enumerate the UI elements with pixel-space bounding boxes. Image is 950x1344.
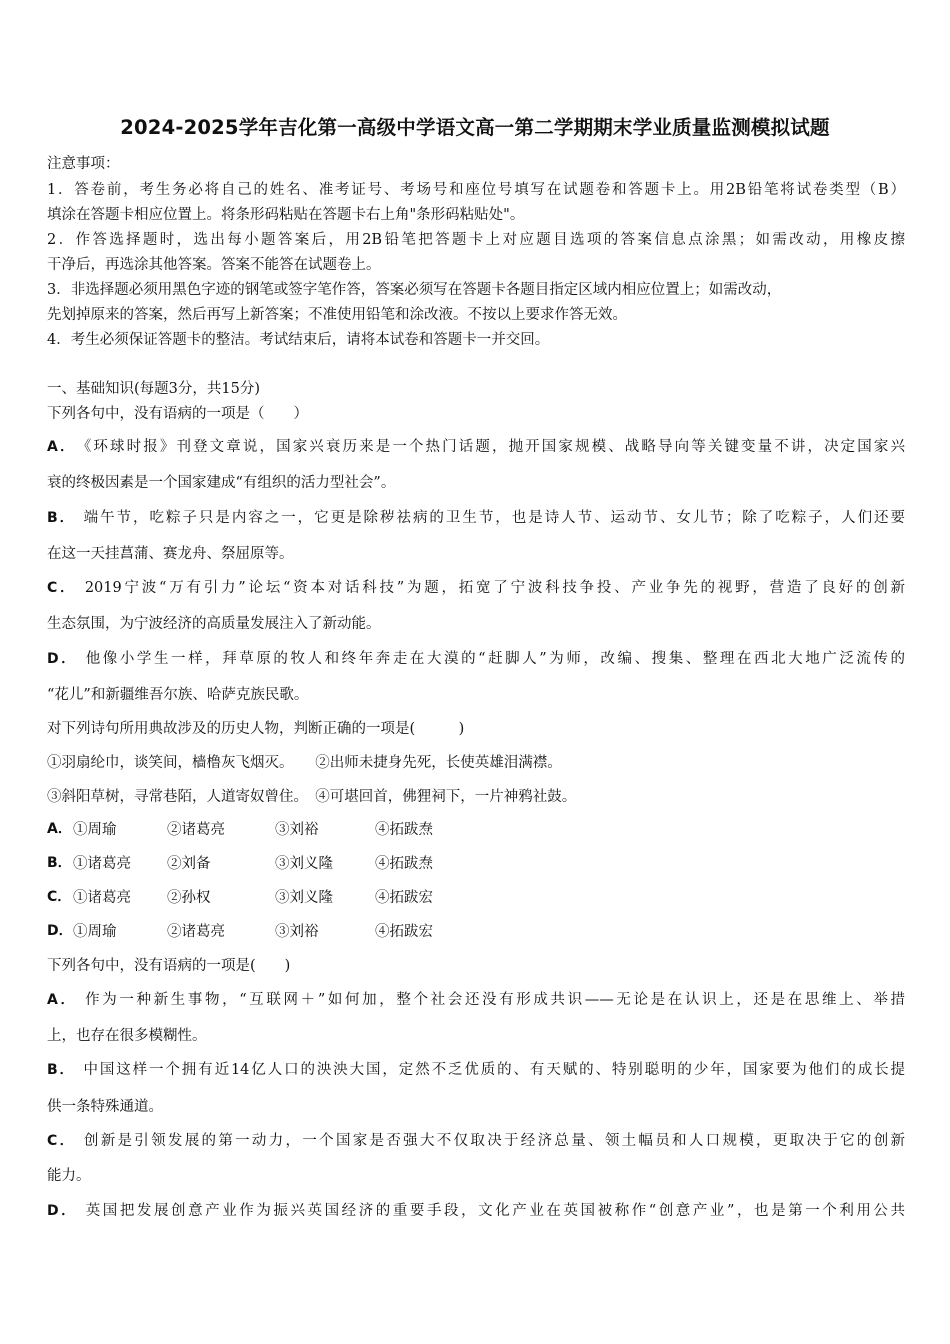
choice-cell: ④拓跋焘 xyxy=(375,856,433,872)
option-c-cont: 能力。 xyxy=(47,1168,91,1184)
option-c xyxy=(47,1129,905,1150)
choice-cell: ①周瑜 xyxy=(73,822,117,838)
option-label: A． xyxy=(47,992,78,1008)
option-label: C． xyxy=(47,1133,76,1149)
choice-cell: ③刘裕 xyxy=(275,924,319,940)
choice-cell: ①周瑜 xyxy=(73,924,117,940)
choice-cell: ④拓跋焘 xyxy=(375,822,433,838)
option-label: B． xyxy=(47,1062,76,1078)
option-label: C． xyxy=(47,889,72,905)
option-label: D． xyxy=(47,1203,78,1219)
question-stem: 对下列诗句所用典故涉及的历史人物，判断正确的一项是( ) xyxy=(47,721,465,737)
option-text: 端午节，吃粽子只是内容之一，它更是除秽祛病的卫生节，也是诗人节、运动节、女儿节；除了吃粽子，人们还要 xyxy=(83,510,905,526)
option-label: A． xyxy=(47,439,77,455)
notice-line: 填涂在答题卡相应位置上。将条形码粘贴在答题卡右上角"条形码粘贴处"。 xyxy=(47,207,525,223)
option-label: D． xyxy=(47,651,78,667)
option-d xyxy=(47,1199,905,1220)
notice-line: 先划掉原来的答案，然后再写上新答案；不准使用铅笔和涂改液。不按以上要求作答无效。 xyxy=(47,307,627,323)
choice-cell: ④拓跋宏 xyxy=(375,890,433,906)
choice-cell: ①诸葛亮 xyxy=(73,890,131,906)
option-a xyxy=(47,988,905,1009)
choice-cell: ①诸葛亮 xyxy=(73,856,131,872)
choice-cell: ②孙权 xyxy=(167,890,211,906)
option-label: B． xyxy=(47,855,72,871)
choice-cell: ④拓跋宏 xyxy=(375,924,433,940)
notice-line: 3．非选择题必须用黑色字迹的钢笔或签字笔作答，答案必须写在答题卡各题目指定区域内相应位置上；如需改动， xyxy=(47,282,782,298)
choice-cell: ②诸葛亮 xyxy=(167,822,225,838)
poem-line: ③斜阳草树，寻常巷陌，人道寄奴曾住。 ④可堪回首，佛狸祠下，一片神鸦社鼓。 xyxy=(47,789,577,805)
option-label: B． xyxy=(47,510,76,526)
notice-heading: 注意事项： xyxy=(47,156,120,172)
choice-cell: ③刘裕 xyxy=(275,822,319,838)
option-text: 中国这样一个拥有近14亿人口的泱泱大国，定然不乏优质的、有天赋的、特别聪明的少年，国家要为他们的成长提 xyxy=(83,1062,905,1078)
option-text: 英国把发展创意产业作为振兴英国经济的重要手段，文化产业在英国被称作“创意产业”，也是第一个利用公共 xyxy=(85,1203,905,1219)
notice-line: 4．考生必须保证答题卡的整洁。考试结束后，请将本试卷和答题卡一并交回。 xyxy=(47,332,550,348)
question-stem: 下列各句中，没有语病的一项是( ) xyxy=(47,958,291,974)
option-text: 2019宁波“万有引力”论坛“资本对话科技”为题，拓宽了宁波科技争投、产业争先的视野，营造了良好的创新 xyxy=(84,580,905,596)
option-c xyxy=(47,576,905,597)
option-c-cont: 生态氛围，为宁波经济的高质量发展注入了新动能。 xyxy=(47,616,381,632)
choice-cell: ③刘义隆 xyxy=(275,890,333,906)
notice-line: 1．答卷前，考生务必将自己的姓名、准考证号、考场号和座位号填写在试题卷和答题卡上。用2B铅笔将试卷类型（B） xyxy=(47,182,905,198)
question-stem: 下列各句中，没有语病的一项是（ ） xyxy=(47,406,308,422)
option-text: 创新是引领发展的第一动力，一个国家是否强大不仅取决于经济总量、领土幅员和人口规模，更取决于它的创新 xyxy=(83,1133,905,1149)
option-text: 作为一种新生事物，“互联网＋”如何加，整个社会还没有形成共识——无论是在认识上，还是在思维上、举措 xyxy=(85,992,905,1008)
option-d-cont: “花儿”和新疆维吾尔族、哈萨克族民歌。 xyxy=(47,687,309,703)
section-heading: 一、基础知识(每题3分，共15分) xyxy=(47,381,260,397)
option-label: C． xyxy=(47,580,77,596)
option-text: 他像小学生一样，拜草原的牧人和终年奔走在大漠的“赶脚人”为师，改编、搜集、整理在西北大地广泛流传的 xyxy=(85,651,905,667)
poem-line: ①羽扇纶巾，谈笑间，樯橹灰飞烟灭。 ②出师未捷身先死，长使英雄泪满襟。 xyxy=(47,755,562,771)
page-title: 2024-2025学年吉化第一高级中学语文高一第二学期期末学业质量监测模拟试题 xyxy=(120,116,830,139)
option-d xyxy=(47,647,905,668)
choice-cell: ②诸葛亮 xyxy=(167,924,225,940)
notice-line: 干净后，再选涂其他答案。答案不能答在试题卷上。 xyxy=(47,257,381,273)
choice-cell: ②刘备 xyxy=(167,856,211,872)
option-label: A． xyxy=(47,821,72,837)
option-b-cont: 在这一天挂菖蒲、赛龙舟、祭屈原等。 xyxy=(47,546,294,562)
option-a-cont: 衰的终极因素是一个国家建成“有组织的活力型社会”。 xyxy=(47,475,396,491)
notice-line: 2．作答选择题时，选出每小题答案后，用2B铅笔把答题卡上对应题目选项的答案信息点涂黑；如需改动，用橡皮擦 xyxy=(47,232,905,248)
option-label: D． xyxy=(47,923,73,939)
choice-cell: ③刘义隆 xyxy=(275,856,333,872)
option-text: 《环球时报》刊登文章说，国家兴衰历来是一个热门话题，抛开国家规模、战略导向等关键变量不讲，决定国家兴 xyxy=(84,439,906,455)
option-b-cont: 供一条特殊通道。 xyxy=(47,1099,163,1115)
option-b xyxy=(47,506,905,527)
option-a xyxy=(47,435,905,456)
option-a-cont: 上，也存在很多模糊性。 xyxy=(47,1028,207,1044)
option-b xyxy=(47,1058,905,1079)
